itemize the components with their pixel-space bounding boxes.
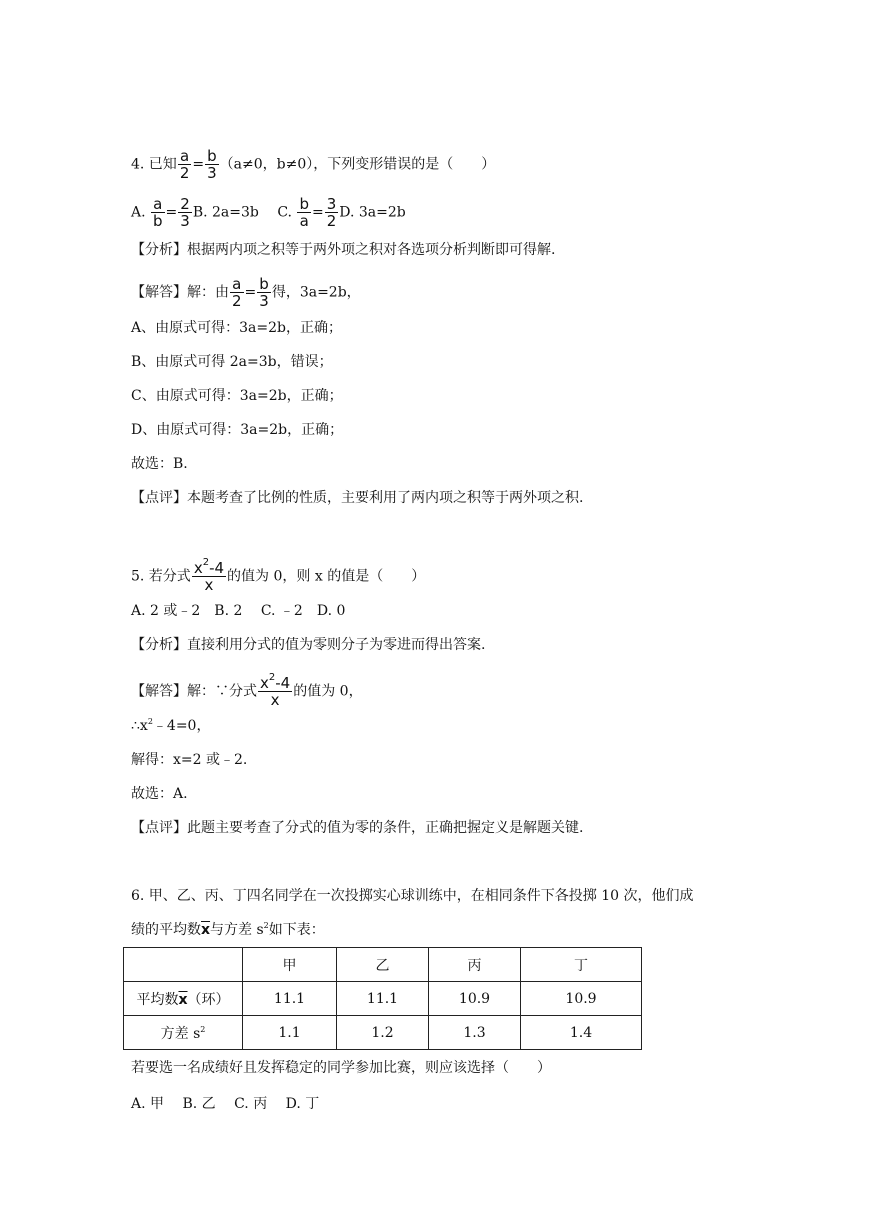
q4-option-c-label: C.: [277, 204, 292, 221]
numerator-base: x: [260, 674, 269, 692]
q4-analysis: [131, 240, 555, 260]
q4-choose: 故选：B.: [131, 456, 188, 472]
q4-stem: [131, 148, 495, 181]
fraction-numerator: b: [205, 148, 219, 165]
table-cell: 11.1: [337, 982, 429, 1016]
table-corner-cell: [124, 948, 243, 982]
fraction-numerator: a: [151, 196, 165, 213]
fraction-denominator: x: [270, 691, 280, 709]
q4-option-d: D. 3a=2b: [339, 204, 406, 221]
fraction-denominator: 3: [180, 212, 190, 230]
therefore-prefix: ∴x: [131, 718, 148, 734]
solution-prefix: 解：由: [187, 284, 229, 301]
q6-stem-suffix: 如下表：: [268, 922, 325, 938]
equals-sign: =: [165, 204, 178, 221]
numerator-exponent: 2: [268, 672, 276, 683]
analysis-text: 直接利用分式的值为零则分子为零进而得出答案.: [187, 637, 486, 653]
row-label-suffix: （环）: [187, 991, 230, 1008]
q5-stem-prefix: 5. 若分式: [131, 568, 191, 585]
comment-text: 此题主要考查了分式的值为零的条件，正确把握定义是解题关键.: [187, 820, 584, 836]
q5-solution: [131, 672, 363, 709]
table-header-cell: 乙: [337, 948, 429, 982]
table-cell: 1.2: [337, 1016, 429, 1050]
q5-analysis: [131, 635, 485, 655]
therefore-exponent: 2: [147, 717, 153, 726]
q4-option-c-fraction-2: [325, 196, 339, 229]
numerator-base: x: [193, 559, 203, 577]
q4-option-a-fraction-1: [151, 196, 165, 229]
fraction-numerator: 2: [180, 195, 190, 213]
fraction-denominator: 2: [232, 292, 242, 310]
q5-fraction: [192, 557, 226, 594]
q4-line-c: C、由原式可得：3a=2b，正确；: [131, 388, 343, 404]
analysis-tag: 【分析】: [131, 242, 187, 258]
table-row: [124, 1016, 642, 1050]
q4-line-b: B、由原式可得 2a=3b，错误；: [131, 354, 333, 370]
fraction-denominator: a: [299, 212, 309, 230]
numerator-rest: -4: [209, 559, 225, 577]
comment-text: 本题考查了比例的性质，主要利用了两内项之积等于两外项之积.: [187, 490, 584, 506]
table-cell: 10.9: [521, 982, 642, 1016]
fraction-denominator: 2: [326, 212, 337, 230]
fraction-denominator: x: [204, 576, 214, 594]
fraction-numerator: a: [178, 148, 192, 165]
fraction-numerator: b: [257, 276, 271, 293]
equals-sign: =: [311, 204, 324, 221]
analysis-tag: 【分析】: [131, 637, 187, 653]
fraction-denominator: b: [153, 212, 163, 230]
comment-tag: 【点评】: [131, 820, 187, 836]
solution-tag: 【解答】: [131, 284, 187, 301]
q6-stem-line1: 6. 甲、乙、丙、丁四名同学在一次投掷实心球训练中，在相同条件下各投掷 10 次，他们成: [131, 888, 694, 904]
fraction-denominator: 2: [179, 164, 190, 182]
q5-solution-fraction: [258, 672, 292, 709]
fraction-numerator: [258, 672, 292, 692]
q6-stem-middle: 与方差 s: [210, 922, 264, 938]
equals-sign: =: [192, 156, 205, 173]
q4-line-d: D、由原式可得：3a=2b，正确；: [131, 422, 344, 438]
fraction-numerator: [192, 557, 226, 577]
q4-option-a-fraction-2: [178, 196, 192, 229]
fraction-denominator: 3: [207, 164, 217, 182]
solution-suffix: 得，3a=2b，: [271, 284, 361, 301]
q6-stem-prefix: 绩的平均数: [131, 922, 201, 938]
fraction-numerator: a: [230, 276, 244, 293]
fraction-denominator: 3: [259, 292, 269, 310]
table-header-cell: 甲: [243, 948, 337, 982]
q6-stem-line2: [131, 920, 325, 942]
q6-question: 若要选一名成绩好且发挥稳定的同学参加比赛，则应该选择（ ）: [131, 1060, 551, 1076]
exponent: 2: [263, 921, 269, 930]
exponent: 2: [200, 1024, 206, 1034]
q4-option-b: B. 2a=3b: [192, 204, 259, 221]
q6-options: A. 甲 B. 乙 C. 丙 D. 丁: [131, 1096, 320, 1112]
fraction-numerator: 3: [326, 195, 337, 213]
q4-stem-suffix: （a≠0，b≠0），下列变形错误的是（ ）: [219, 156, 496, 173]
analysis-text: 根据两内项之积等于两外项之积对各选项分析判断即可得解.: [187, 242, 556, 258]
q4-stem-prefix: 4. 已知: [131, 156, 177, 173]
table-header-cell: 丁: [521, 948, 642, 982]
numerator-exponent: 2: [202, 557, 210, 568]
x-bar-symbol: $\overline{x}$: [178, 991, 188, 1008]
q4-solution-fraction-2: [257, 276, 271, 309]
x-bar-symbol: $\overline{x}$: [201, 922, 211, 938]
q4-solution: [131, 276, 361, 309]
q5-stem-suffix: 的值为 0，则 x 的值是（ ）: [227, 568, 426, 585]
table-cell: 1.4: [521, 1016, 642, 1050]
solution-prefix: 解：∵分式: [187, 683, 257, 700]
q6-data-table: [123, 947, 642, 1050]
q4-option-c-fraction-1: [297, 196, 311, 229]
solution-suffix: 的值为 0，: [293, 683, 363, 700]
q4-line-a: A、由原式可得：3a=2b，正确；: [131, 320, 342, 336]
q4-solution-fraction-1: [230, 276, 244, 309]
table-header-cell: 丙: [429, 948, 521, 982]
q5-therefore: [131, 716, 210, 738]
table-cell: 10.9: [429, 982, 521, 1016]
q4-condition-fraction: [178, 148, 192, 181]
therefore-suffix: ﹣4=0，: [152, 718, 211, 734]
table-row-label: [124, 1016, 243, 1050]
table-row-label: [124, 982, 243, 1016]
row-label-prefix: 平均数: [136, 991, 179, 1008]
q4-option-a-label: A.: [131, 204, 146, 221]
q5-options: A. 2 或﹣2 B. 2 C. ﹣2 D. 0: [131, 603, 346, 619]
table-row: [124, 982, 642, 1016]
numerator-rest: -4: [275, 674, 291, 692]
table-cell: 1.3: [429, 1016, 521, 1050]
row-label-prefix: 方差 s: [160, 1025, 201, 1042]
comment-tag: 【点评】: [131, 490, 187, 506]
q4-comment: [131, 488, 583, 508]
fraction-numerator: b: [299, 195, 309, 213]
solution-tag: 【解答】: [131, 683, 187, 700]
table-cell: 11.1: [243, 982, 337, 1016]
q5-stem: [131, 557, 426, 594]
q5-choose: 故选：A.: [131, 786, 188, 802]
equals-sign: =: [244, 284, 257, 301]
q4-options: [131, 196, 406, 229]
table-cell: 1.1: [243, 1016, 337, 1050]
q5-comment: [131, 818, 583, 838]
table-header-row: [124, 948, 642, 982]
q5-solve: 解得：x=2 或﹣2.: [131, 752, 248, 768]
q4-condition-fraction-2: [205, 148, 219, 181]
